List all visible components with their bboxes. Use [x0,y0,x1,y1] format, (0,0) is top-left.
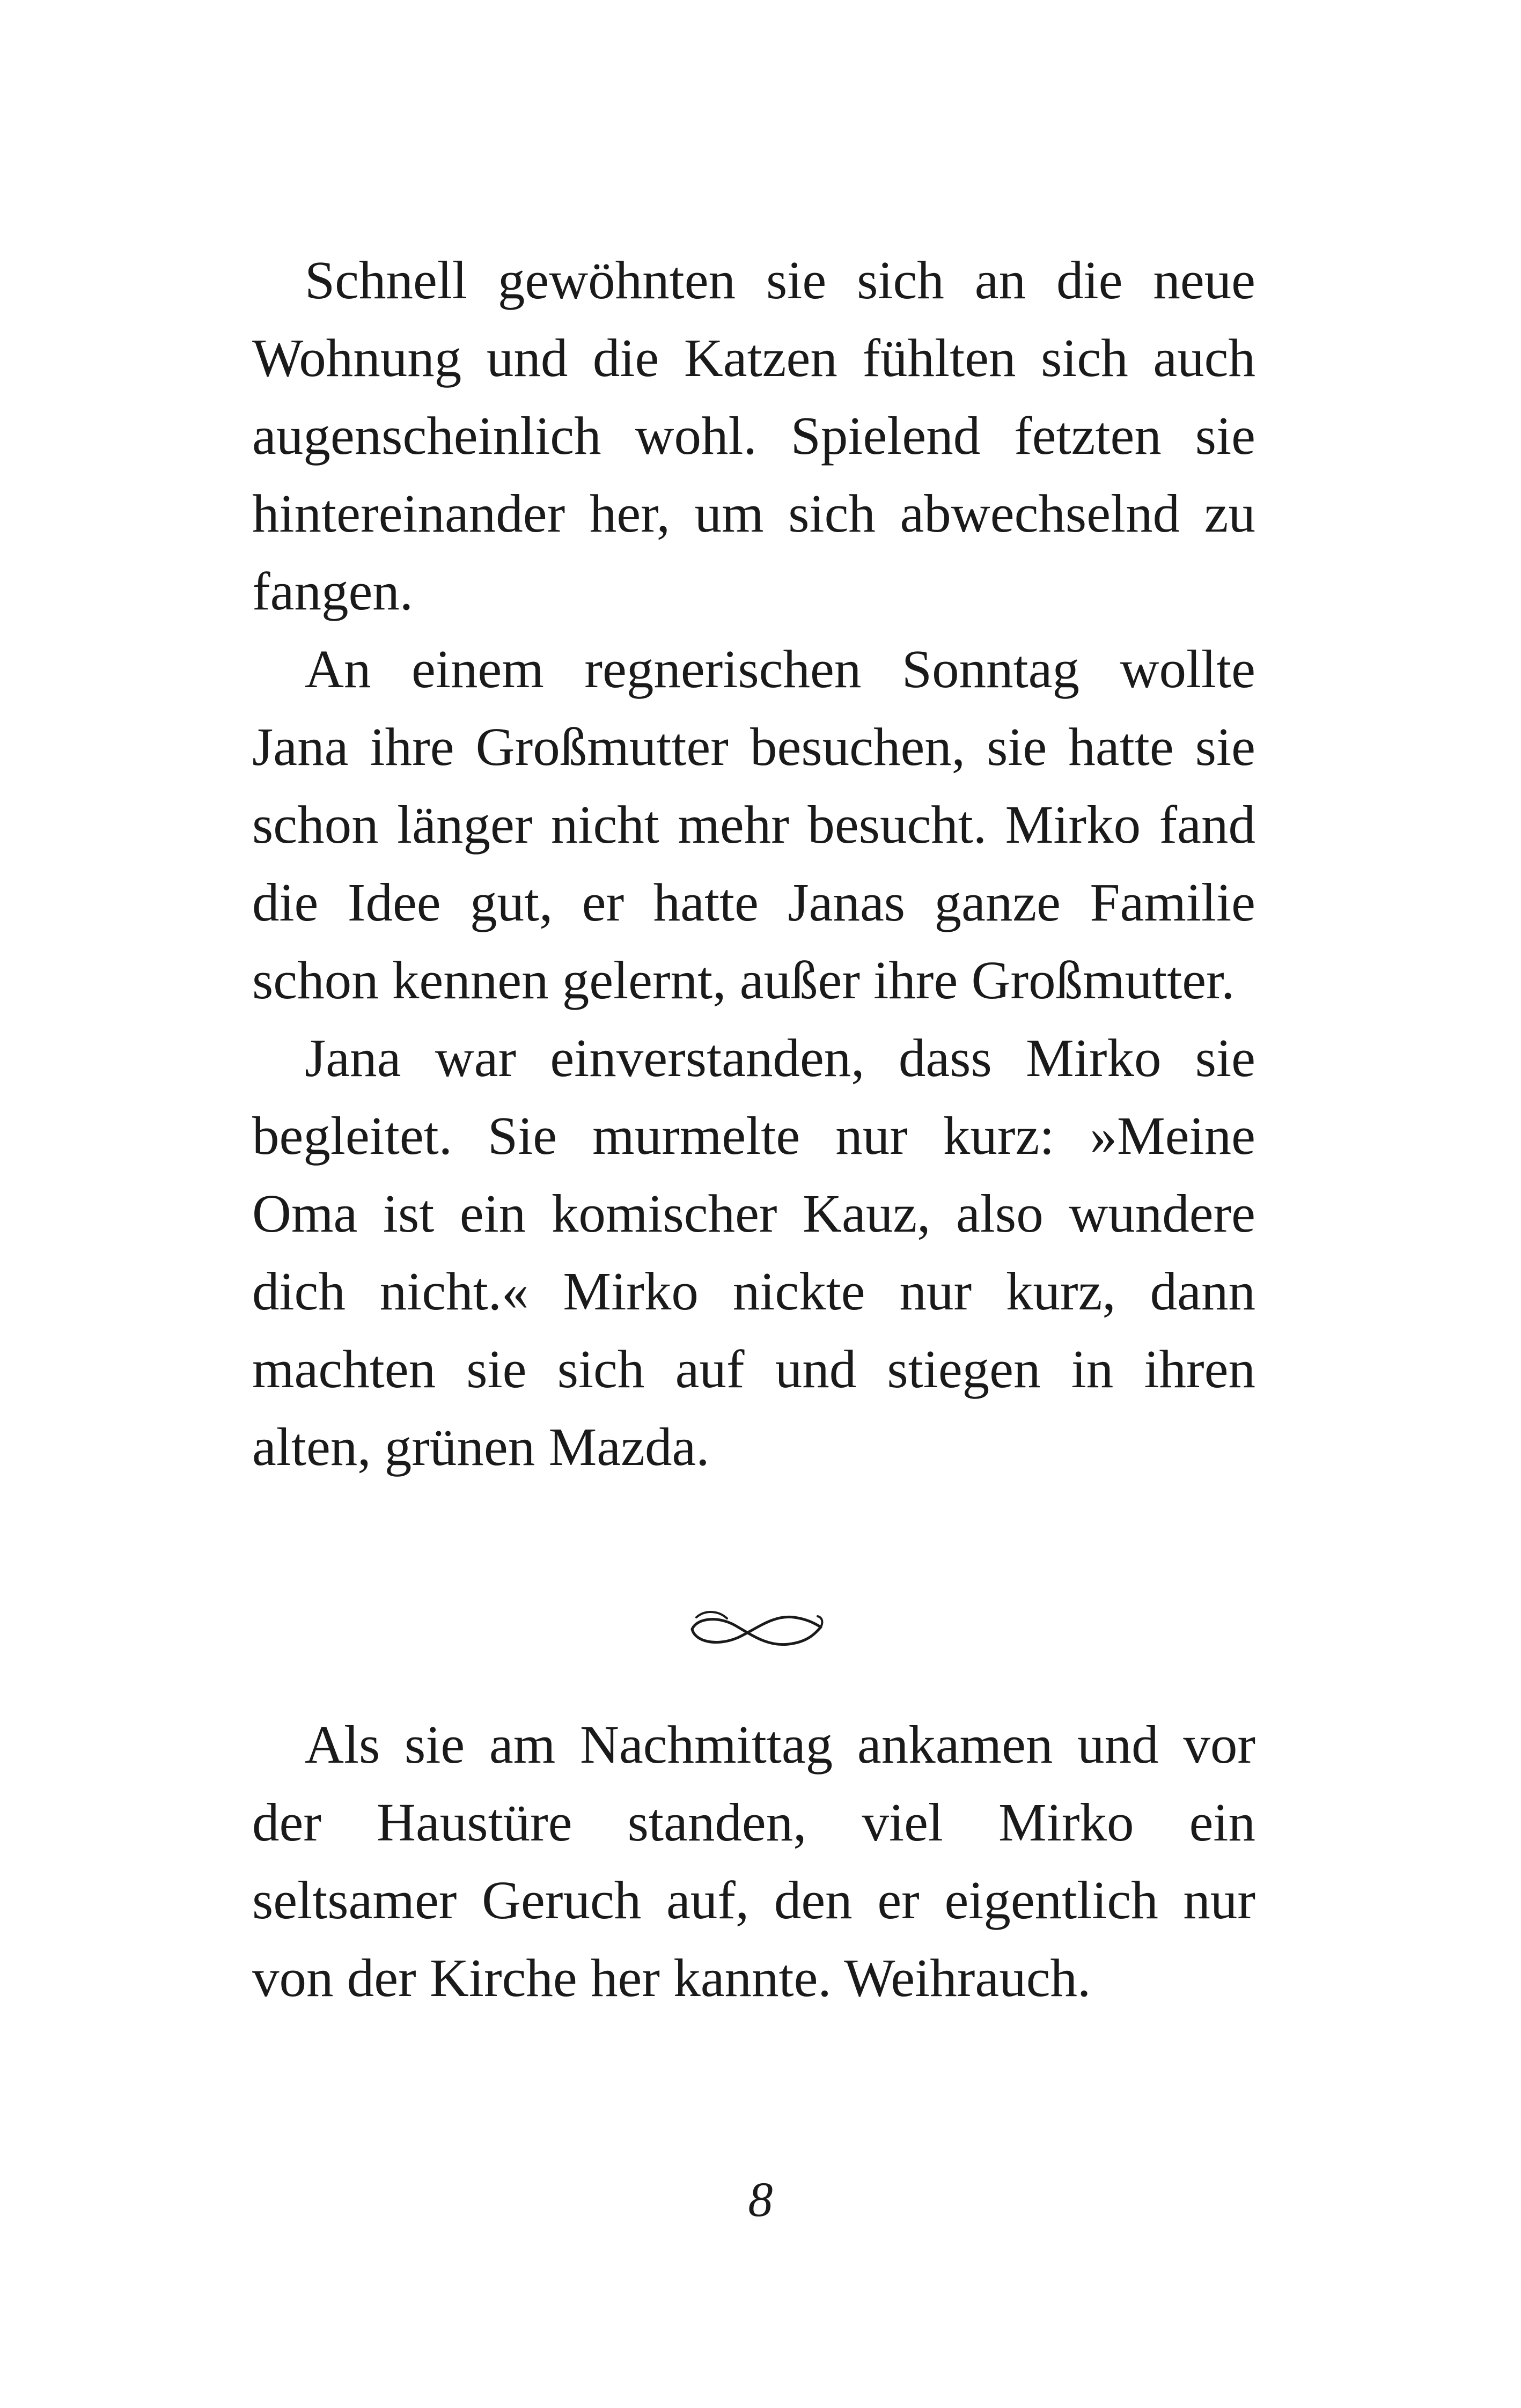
text-section-top [252,241,1255,1486]
paragraph-1: Schnell gewöhnten sie sich an die neue Wohnung und die Katzen fühlten sich auch augenscheinlich wohl. Spielend fetzten sie hintereinander her, um sich abwechselnd zu fangen. [252,250,1255,621]
paragraph-3: Jana war einverstanden, dass Mirko sie begleitet. Sie murmelte nur kurz: »Meine Oma ist ein komischer Kauz, also wundere dich nicht.« Mirko nickte nur kurz, dann machten sie sich auf und stiegen in ihren alten, grünen Mazda. [252,1028,1255,1477]
paragraph-2: An einem regnerischen Sonntag wollte Jana ihre Großmutter besuchen, sie hatte sie schon länger nicht mehr besucht. Mirko fand die Idee gut, er hatte Janas ganze Familie schon kennen gelernt, außer ihre Großmutter. [252,639,1255,1010]
paragraph-4: Als sie am Nachmittag ankamen und vor der Haustüre standen, viel Mirko ein seltsamer Geruch auf, den er eigentlich nur von der Kirche her kannte. Weihrauch. [252,1714,1255,2008]
text-section-bottom [252,1706,1255,2017]
flourish-divider-icon [687,1596,826,1660]
page-number: 8 [748,2172,773,2227]
